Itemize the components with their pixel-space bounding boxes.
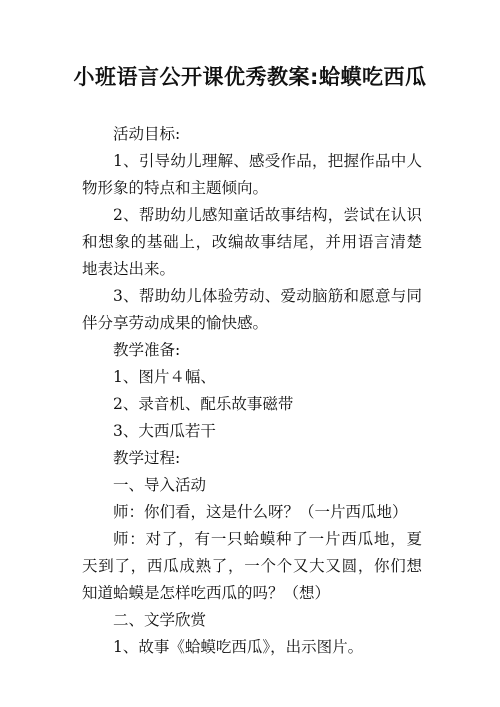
paragraph-process-heading: 教学过程: [113, 449, 181, 467]
paragraph-story-item-1: 1、故事《蛤蟆吃西瓜》，出示图片。 [113, 638, 364, 656]
paragraph-preparation-1: 1、图片４幅、 [113, 368, 216, 386]
paragraph-process-step-2: 二、文学欣赏 [113, 611, 207, 629]
paragraph-objective-3: 3、帮助幼儿体验劳动、爱动脑筋和愿意与同伴分享劳动成果的愉快感。 [82, 287, 422, 332]
document-title: 小班语言公开课优秀教案:蛤蟆吃西瓜 [73, 65, 427, 89]
paragraph-preparation-3: 3、大西瓜若干 [113, 422, 216, 440]
paragraph-process-step-1: 一、导入活动 [113, 476, 207, 494]
paragraph-objective-1: 1、引导幼儿理解、感受作品，把握作品中人物形象的特点和主题倾向。 [82, 152, 422, 197]
paragraph-preparation-heading: 教学准备: [113, 341, 181, 359]
paragraph-preparation-2: 2、录音机、配乐故事磁带 [113, 395, 294, 413]
paragraph-teacher-line-2: 师：对了，有一只蛤蟆种了一片西瓜地，夏天到了，西瓜成熟了，一个个又大又圆，你们想知道蛤蟆是怎样吃西瓜的吗？（想） [82, 530, 422, 602]
paragraph-teacher-line-1: 师：你们看，这是什么呀？（一片西瓜地） [113, 503, 408, 521]
paragraph-objectives-heading: 活动目标: [113, 125, 181, 143]
document-body [82, 121, 422, 661]
paragraph-objective-2: 2、帮助幼儿感知童话故事结构，尝试在认识和想象的基础上，改编故事结尾，并用语言清楚地表达出来。 [82, 206, 422, 278]
